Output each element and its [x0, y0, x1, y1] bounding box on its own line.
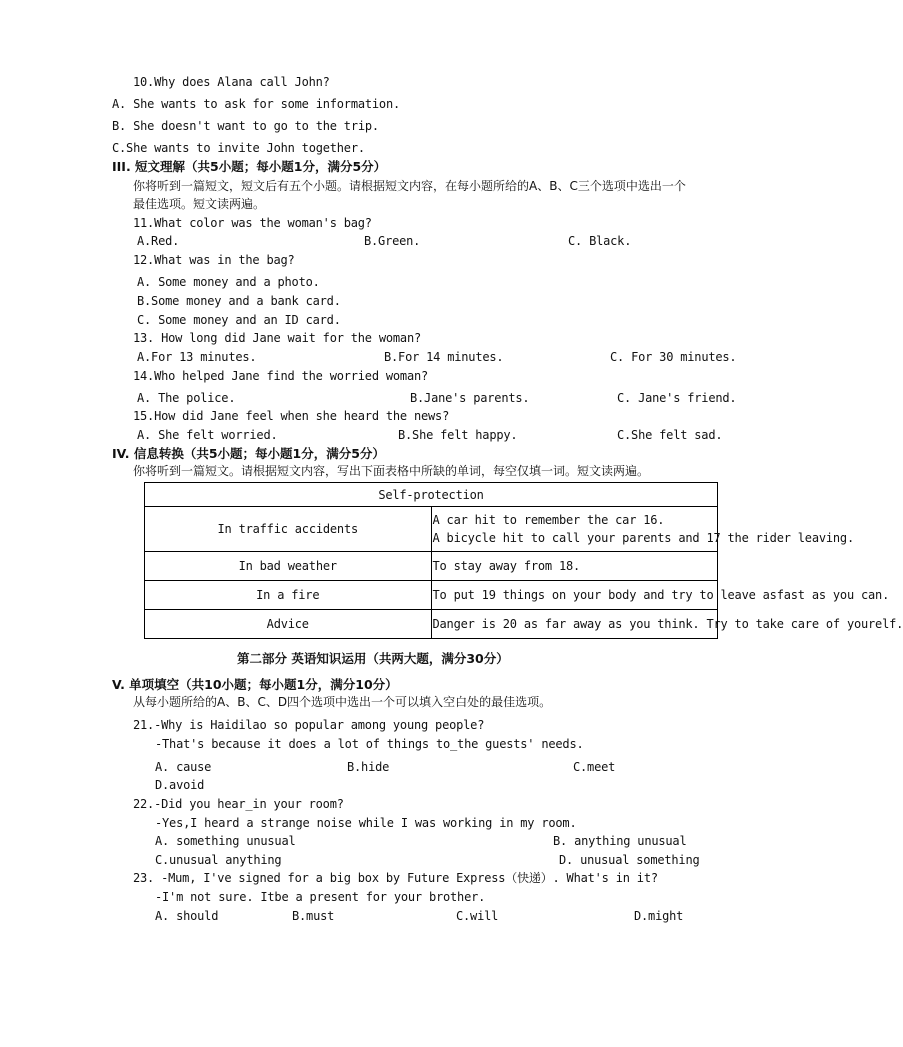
- q15-option-a: A. She felt worried.: [137, 428, 278, 442]
- q23-answer-line: -I'm not sure. Itbe a present for your brother.: [155, 890, 486, 904]
- table-row-label: In bad weather: [145, 552, 432, 581]
- q23-option-a: A. should: [155, 909, 219, 923]
- q22-option-c: C.unusual anything: [155, 853, 282, 867]
- q14-option-a: A. The police.: [137, 391, 236, 405]
- q13-option-a: A.For 13 minutes.: [137, 350, 257, 364]
- q23-option-b: B.must: [292, 909, 335, 923]
- q21-option-c: C.meet: [573, 760, 616, 774]
- q13-option-b: B.For 14 minutes.: [384, 350, 504, 364]
- q21-option-b: B.hide: [347, 760, 390, 774]
- section4-title: IV. 信息转换（共5小题；每小题1分，满分5分）: [112, 446, 385, 461]
- q10-option-c: C.She wants to invite John together.: [112, 141, 365, 155]
- q15-option-b: B.She felt happy.: [398, 428, 518, 442]
- table-row: [145, 507, 718, 552]
- q22-question: 22.-Did you hear_in your room?: [133, 797, 344, 811]
- table-row-label: In traffic accidents: [145, 507, 432, 552]
- section3-instruction-line1: 你将听到一篇短文，短文后有五个小题。请根据短文内容，在每小题所给的A、B、C三个选项中选出一个: [133, 179, 686, 193]
- table-row-content: [431, 507, 854, 552]
- q12-question: 12.What was in the bag?: [133, 253, 295, 267]
- table-line: Danger is 20 as far away as you think. Try to take care of yourelf.: [432, 617, 903, 631]
- q10-option-b: B. She doesn't want to go to the trip.: [112, 119, 379, 133]
- table-row-content: [431, 581, 890, 610]
- table-row: [145, 552, 718, 581]
- q15-option-c: C.She felt sad.: [617, 428, 723, 442]
- q14-option-c: C. Jane's friend.: [617, 391, 737, 405]
- q21-option-a: A. cause: [155, 760, 212, 774]
- q21-option-d: D.avoid: [155, 778, 205, 792]
- q21-answer-line: -That's because it does a lot of things to_the guests' needs.: [155, 737, 584, 751]
- table-header: Self-protection: [145, 483, 718, 507]
- q21-question: 21.-Why is Haidilao so popular among young people?: [133, 718, 485, 732]
- q23-option-d: D.might: [634, 909, 684, 923]
- table-line: A car hit to remember the car 16.: [432, 513, 665, 527]
- q13-question: 13. How long did Jane wait for the woman?: [133, 331, 422, 345]
- self-protection-table: [144, 482, 903, 639]
- table-line: To stay away from 18.: [432, 559, 581, 573]
- q10-option-a: A. She wants to ask for some information.: [112, 97, 401, 111]
- q22-option-b: B. anything unusual: [553, 834, 687, 848]
- section3-title: III. 短文理解（共5小题；每小题1分，满分5分）: [112, 159, 387, 174]
- table-row-content: [431, 610, 903, 639]
- q14-option-b: B.Jane's parents.: [410, 391, 530, 405]
- q11-option-a: A.Red.: [137, 234, 180, 248]
- section4-instruction: 你将听到一篇短文。请根据短文内容，写出下面表格中所缺的单词，每空仅填一词。短文读两遍。: [133, 464, 650, 478]
- table-line: To put 19 things on your body and try to leave asfast as you can.: [432, 588, 890, 602]
- q22-answer-line: -Yes,I heard a strange noise while I was working in my room.: [155, 816, 577, 830]
- section5-instruction: 从每小题所给的A、B、C、D四个选项中选出一个可以填入空白处的最佳选项。: [133, 695, 552, 709]
- q23-option-c: C.will: [456, 909, 499, 923]
- q12-option-a: A. Some money and a photo.: [137, 275, 320, 289]
- q15-question: 15.How did Jane feel when she heard the news?: [133, 409, 450, 423]
- q10-question: 10.Why does Alana call John?: [133, 75, 330, 89]
- q11-question: 11.What color was the woman's bag?: [133, 216, 372, 230]
- q22-option-a: A. something unusual: [155, 834, 296, 848]
- q11-option-c: C. Black.: [568, 234, 632, 248]
- table-header-row: [145, 483, 718, 507]
- table-row: [145, 610, 718, 639]
- q14-question: 14.Who helped Jane find the worried woman?: [133, 369, 429, 383]
- section5-title: V. 单项填空（共10小题；每小题1分，满分10分）: [112, 677, 398, 692]
- table-row: [145, 581, 718, 610]
- q12-option-b: B.Some money and a bank card.: [137, 294, 341, 308]
- table-row-content: [431, 552, 718, 581]
- part2-title: 第二部分 英语知识运用（共两大题，满分30分）: [237, 651, 509, 666]
- q13-option-c: C. For 30 minutes.: [610, 350, 737, 364]
- q23-question: 23. -Mum, I've signed for a big box by Future Express（快递）. What's in it?: [133, 871, 658, 885]
- table-row-label: In a fire: [145, 581, 432, 610]
- q22-option-d: D. unusual something: [559, 853, 700, 867]
- section3-instruction-line2: 最佳选项。短文读两遍。: [133, 197, 266, 211]
- q11-option-b: B.Green.: [364, 234, 421, 248]
- table-line: A bicycle hit to call your parents and 17 the rider leaving.: [432, 531, 854, 545]
- table-row-label: Advice: [145, 610, 432, 639]
- q12-option-c: C. Some money and an ID card.: [137, 313, 341, 327]
